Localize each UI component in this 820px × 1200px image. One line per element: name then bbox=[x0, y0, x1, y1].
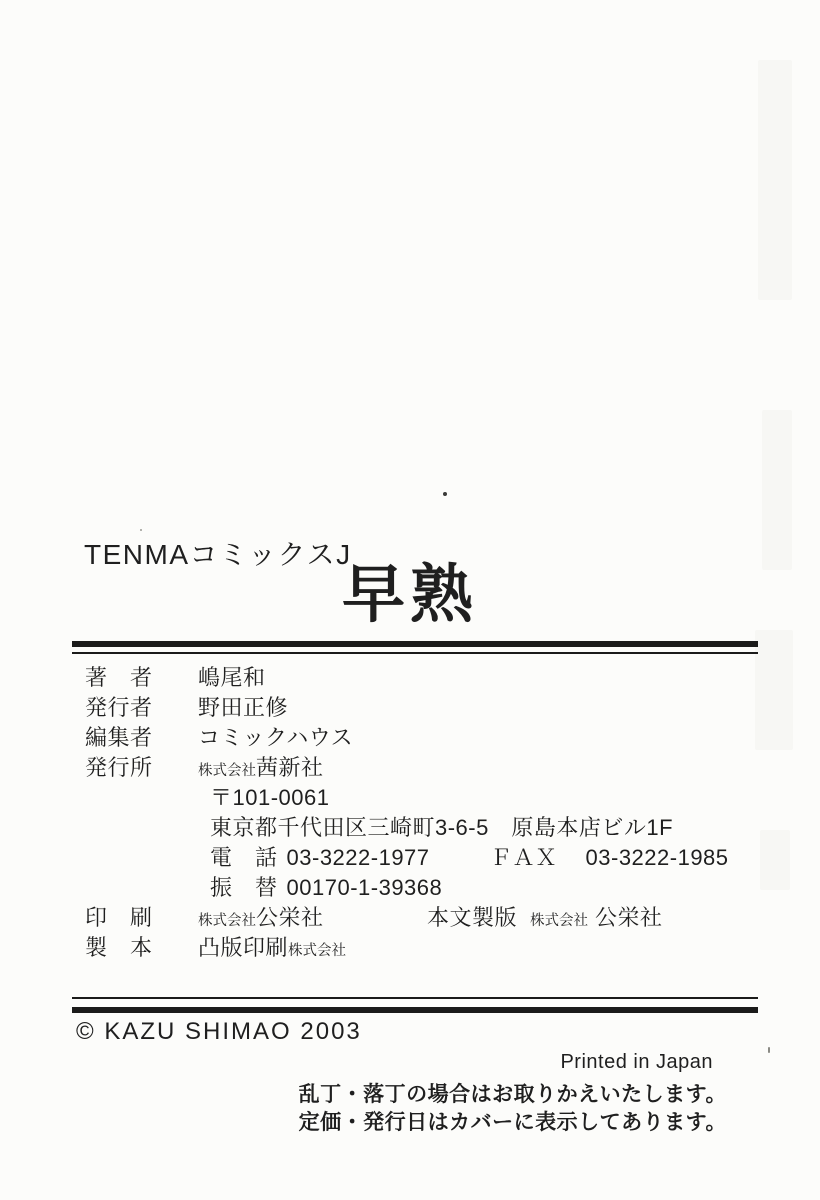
phone-fax-row bbox=[85, 843, 765, 873]
scan-speck bbox=[768, 1047, 770, 1053]
publisher-person-label: 発行者 bbox=[85, 695, 153, 720]
editor-label: 編集者 bbox=[85, 725, 153, 750]
fax-number: 03-3222-1985 bbox=[585, 845, 729, 870]
author-row bbox=[85, 663, 765, 693]
book-title: 早熟 bbox=[342, 560, 478, 630]
printing-row bbox=[85, 903, 765, 933]
colophon-info-block bbox=[85, 663, 765, 963]
postal-transfer-row bbox=[85, 873, 765, 903]
fax-label: ＦＡＸ bbox=[490, 845, 558, 870]
publisher-company-name: 茜新社 bbox=[256, 755, 324, 780]
postal-code: 〒101-0061 bbox=[210, 785, 330, 810]
transfer-number: 00170-1-39368 bbox=[286, 875, 443, 900]
binding-row bbox=[85, 933, 765, 963]
typesetting-group bbox=[427, 903, 663, 936]
divider-rule-top-thin bbox=[72, 652, 758, 654]
scan-bleedthrough bbox=[762, 410, 792, 570]
postal-code-row bbox=[85, 783, 765, 813]
printing-company-prefix: 株式会社 bbox=[198, 913, 256, 929]
phone-number: 03-3222-1977 bbox=[286, 845, 430, 870]
divider-rule-bottom-thick bbox=[72, 1007, 758, 1013]
author-label: 著 者 bbox=[85, 665, 153, 690]
printed-in-japan: Printed in Japan bbox=[560, 1051, 713, 1073]
divider-rule-top-thick bbox=[72, 641, 758, 647]
binding-company-suffix: 株式会社 bbox=[288, 943, 347, 959]
publisher-row bbox=[85, 753, 765, 783]
binding-label: 製 本 bbox=[85, 935, 153, 960]
phone-label: 電 話 bbox=[210, 845, 278, 870]
divider-rule-bottom-thin bbox=[72, 997, 758, 999]
transfer-label: 振 替 bbox=[210, 875, 278, 900]
editor-name: コミックハウス bbox=[198, 725, 354, 750]
editor-row bbox=[85, 723, 765, 753]
typesetting-company-name: 公栄社 bbox=[595, 905, 663, 930]
notice-block bbox=[299, 1081, 727, 1137]
binding-company-name: 凸版印刷 bbox=[198, 935, 289, 960]
publisher-label: 発行所 bbox=[85, 755, 153, 780]
printing-company-name: 公栄社 bbox=[256, 905, 324, 930]
publisher-company-prefix: 株式会社 bbox=[198, 763, 256, 779]
typesetting-company-prefix: 株式会社 bbox=[530, 913, 589, 929]
notice-line-1: 乱丁・落丁の場合はお取りかえいたします。 bbox=[298, 1083, 727, 1106]
publisher-person-name: 野田正修 bbox=[198, 695, 289, 720]
address: 東京都千代田区三崎町3-6-5 原島本店ビル1F bbox=[210, 815, 674, 840]
publisher-person-row bbox=[85, 693, 765, 723]
copyright-line: © KAZU SHIMAO 2003 bbox=[76, 1018, 362, 1045]
scan-bleedthrough bbox=[758, 60, 792, 300]
notice-line-2: 定価・発行日はカバーに表示してあります。 bbox=[298, 1111, 727, 1134]
typesetting-label: 本文製版 bbox=[427, 905, 518, 930]
printing-label: 印 刷 bbox=[85, 905, 153, 930]
author-name: 嶋尾和 bbox=[198, 665, 266, 690]
address-row bbox=[85, 813, 765, 843]
fax-group bbox=[490, 843, 729, 873]
series-name: TENMAコミックスJ bbox=[84, 539, 352, 570]
scan-speck bbox=[443, 492, 447, 496]
scan-speck bbox=[140, 529, 142, 531]
